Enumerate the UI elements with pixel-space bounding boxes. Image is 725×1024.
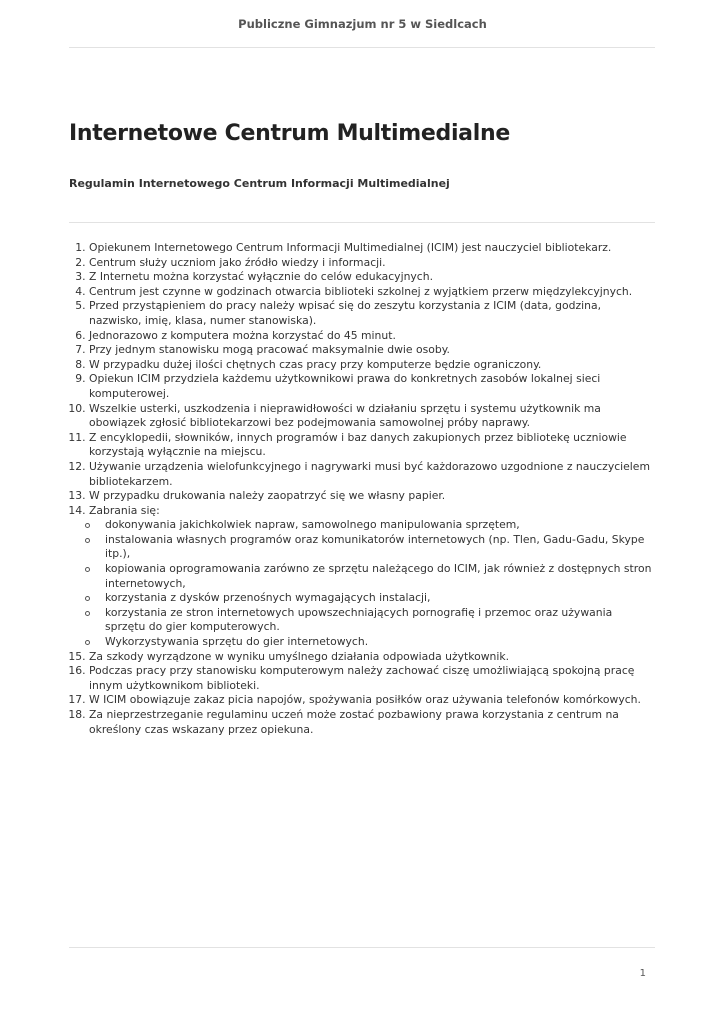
prohibition-item: instalowania własnych programów oraz komunikatorów internetowych (np. Tlen, Gadu-Gadu, Skype itp.), (92, 533, 655, 562)
rule-item: 12. Używanie urządzenia wielofunkcyjnego i nagrywarki musi być każdorazowo uzgodnione z nauczycielem bibliotekarzem. (89, 460, 655, 489)
rule-item: 11. Z encyklopedii, słowników, innych programów i baz danych zakupionych przez bibliotekę uczniowie korzystają wyłącznie na miejscu. (89, 431, 655, 460)
prohibition-item: korzystania z dysków przenośnych wymagających instalacji, (92, 591, 655, 606)
rule-item: 16. Podczas pracy przy stanowisku komputerowym należy zachować ciszę umożliwiającą spokojną pracę innym użytkownikom biblioteki. (89, 664, 655, 693)
page-number: 1 (639, 968, 646, 979)
rule-item: 17. W ICIM obowiązuje zakaz picia napojów, spożywania posiłków oraz używania telefonów komórkowych. (89, 693, 655, 708)
footer-divider (69, 947, 655, 948)
prohibition-item: korzystania ze stron internetowych upowszechniających pornografię i przemoc oraz używania sprzętu do gier komputerowych. (92, 606, 655, 635)
section-divider (69, 222, 655, 223)
prohibitions-label: Zabrania się: (89, 503, 160, 517)
rule-item: 4. Centrum jest czynne w godzinach otwarcia biblioteki szkolnej z wyjątkiem przerw międzylekcyjnych. (89, 285, 655, 300)
prohibition-item: dokonywania jakichkolwiek napraw, samowolnego manipulowania sprzętem, (92, 518, 655, 533)
rule-item: 9. Opiekun ICIM przydziela każdemu użytkownikowi prawa do konkretnych zasobów lokalnej sieci komputerowej. (89, 372, 655, 401)
regulations-heading: Regulamin Internetowego Centrum Informacji Multimedialnej (69, 177, 450, 190)
header-divider (69, 47, 655, 48)
prohibition-item: kopiowania oprogramowania zarówno ze sprzętu należącego do ICIM, jak również z dostępnych stron internetowych, (92, 562, 655, 591)
rule-item: 5. Przed przystąpieniem do pracy należy wpisać się do zeszytu korzystania z ICIM (data, godzina, nazwisko, imię, klasa, numer stanowiska). (89, 299, 655, 328)
prohibitions-list (89, 518, 655, 649)
rule-item: 2. Centrum służy uczniom jako źródło wiedzy i informacji. (89, 256, 655, 271)
prohibition-item: Wykorzystywania sprzętu do gier internetowych. (92, 635, 655, 650)
rule-item: 8. W przypadku dużej ilości chętnych czas pracy przy komputerze będzie ograniczony. (89, 358, 655, 373)
rules-list (69, 241, 655, 737)
rule-item: 7. Przy jednym stanowisku mogą pracować maksymalnie dwie osoby. (89, 343, 655, 358)
rule-item: 15. Za szkody wyrządzone w wyniku umyślnego działania odpowiada użytkownik. (89, 650, 655, 665)
school-header: Publiczne Gimnazjum nr 5 w Siedlcach (238, 17, 487, 31)
rule-item: 6. Jednorazowo z komputera można korzystać do 45 minut. (89, 329, 655, 344)
page-title: Internetowe Centrum Multimedialne (69, 121, 510, 146)
rule-item: 3. Z Internetu można korzystać wyłącznie do celów edukacyjnych. (89, 270, 655, 285)
rule-item: 1. Opiekunem Internetowego Centrum Informacji Multimedialnej (ICIM) jest nauczyciel bibliotekarz. (89, 241, 655, 256)
rule-item-prohibitions (89, 504, 655, 650)
rule-item: 13. W przypadku drukowania należy zaopatrzyć się we własny papier. (89, 489, 655, 504)
rule-item: 18. Za nieprzestrzeganie regulaminu uczeń może zostać pozbawiony prawa korzystania z centrum na określony czas wskazany przez opiekuna. (89, 708, 655, 737)
rule-item: 10. Wszelkie usterki, uszkodzenia i nieprawidłowości w działaniu sprzętu i systemu użytkownik ma obowiązek zgłosić bibliotekarzowi bez podejmowania samowolnej próby naprawy. (89, 402, 655, 431)
